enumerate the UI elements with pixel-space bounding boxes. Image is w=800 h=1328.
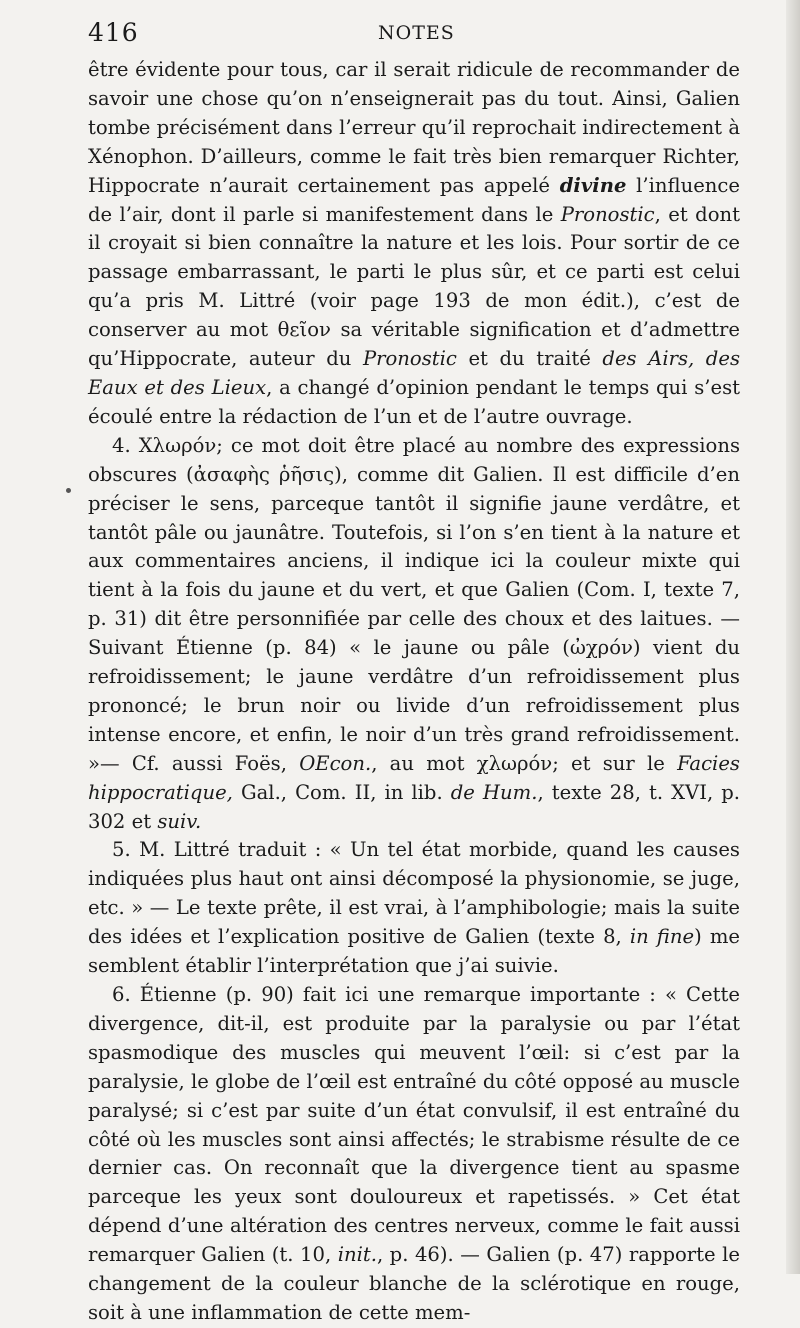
page-header bbox=[88, 18, 740, 56]
page-number: 416 bbox=[88, 18, 139, 47]
running-head: NOTES bbox=[378, 22, 455, 44]
body-text bbox=[88, 56, 740, 1328]
note-5: 5. M. Littré traduit : « Un tel état morbide, quand les causes indiquées plus haut ont ainsi décomposé la physionomie, se juge, etc. » — Le texte prête, il est vrai, à l’amphibologie; mais la suite des idées et l’explication positive de Galien (texte 8, in fine) me semblent établir l’interprétation que j’ai suivie. bbox=[88, 838, 740, 978]
paragraph-continuation: être évidente pour tous, car il serait ridicule de recommander de savoir une chose qu’on n’enseignerait pas du tout. Ainsi, Galien tombe précisément dans l’erreur qu’il reprochait indirectement à Xénophon. D’ailleurs, comme le fait très bien remarquer Richter, Hippocrate n’aurait certainement pas appelé divine l’influence de l’air, dont il parle si manifestement dans le Pronostic, et dont il croyait si bien connaître la nature et les lois. Pour sortir de ce passage embarrassant, le parti le plus sûr, et ce parti est celui qu’a pris M. Littré (voir page 193 de mon édit.), c’est de conserver au mot θεῖον sa véritable signification et d’admettre qu’Hippocrate, auteur du Pronostic et du traité des Airs, des Eaux et des Lieux, a changé d’opinion pendant le temps qui s’est écoulé entre la rédaction de l’un et de l’autre ouvrage. bbox=[88, 58, 740, 428]
note-4: 4. Χλωρόν; ce mot doit être placé au nombre des expressions obscures (ἀσαφὴς ῥῆσις), comme dit Galien. Il est difficile d’en préciser le sens, parceque tantôt il signifie jaune verdâtre, et tantôt pâle ou jaunâtre. Toutefois, si l’on s’en tient à la nature et aux commentaires anciens, il indique ici la couleur mixte qui tient à la fois du jaune et du vert, et que Galien (Com. I, texte 7, p. 31) dit être personnifiée par celle des choux et des laitues. — Suivant Étienne (p. 84) « le jaune ou pâle (ὠχρόν) vient du refroidissement; le jaune verdâtre d’un refroidissement plus prononcé; le brun noir ou livide d’un refroidissement plus intense encore, et enfin, le noir d’un très grand refroidissement. »— Cf. aussi Foës, OEcon., au mot χλωρόν; et sur le Facies hippocratique, Gal., Com. II, in lib. de Hum., texte 28, t. XVI, p. 302 et suiv. bbox=[88, 433, 740, 833]
note-6: 6. Étienne (p. 90) fait ici une remarque importante : « Cette divergence, dit-il, est produite par la paralysie ou par l’état spasmodique des muscles qui meuvent l’œil: si c’est par la paralysie, le globe de l’œil est entraîné du côté opposé au muscle paralysé; si c’est par suite d’un état convulsif, il est entraîné du côté où les muscles sont ainsi affectés; le strabisme résulte de ce dernier cas. On reconnaît que la divergence tient au spasme parceque les yeux sont douloureux et rapetissés. » Cet état dépend d’une altération des centres nerveux, comme le fait aussi remarquer Galien (t. 10, init., p. 46). — Galien (p. 47) rapporte le changement de la couleur blanche de la sclérotique en rouge, soit à une inflammation de cette mem- bbox=[88, 983, 740, 1324]
margin-dot bbox=[66, 488, 71, 493]
page-edge-shadow bbox=[786, 0, 800, 1274]
